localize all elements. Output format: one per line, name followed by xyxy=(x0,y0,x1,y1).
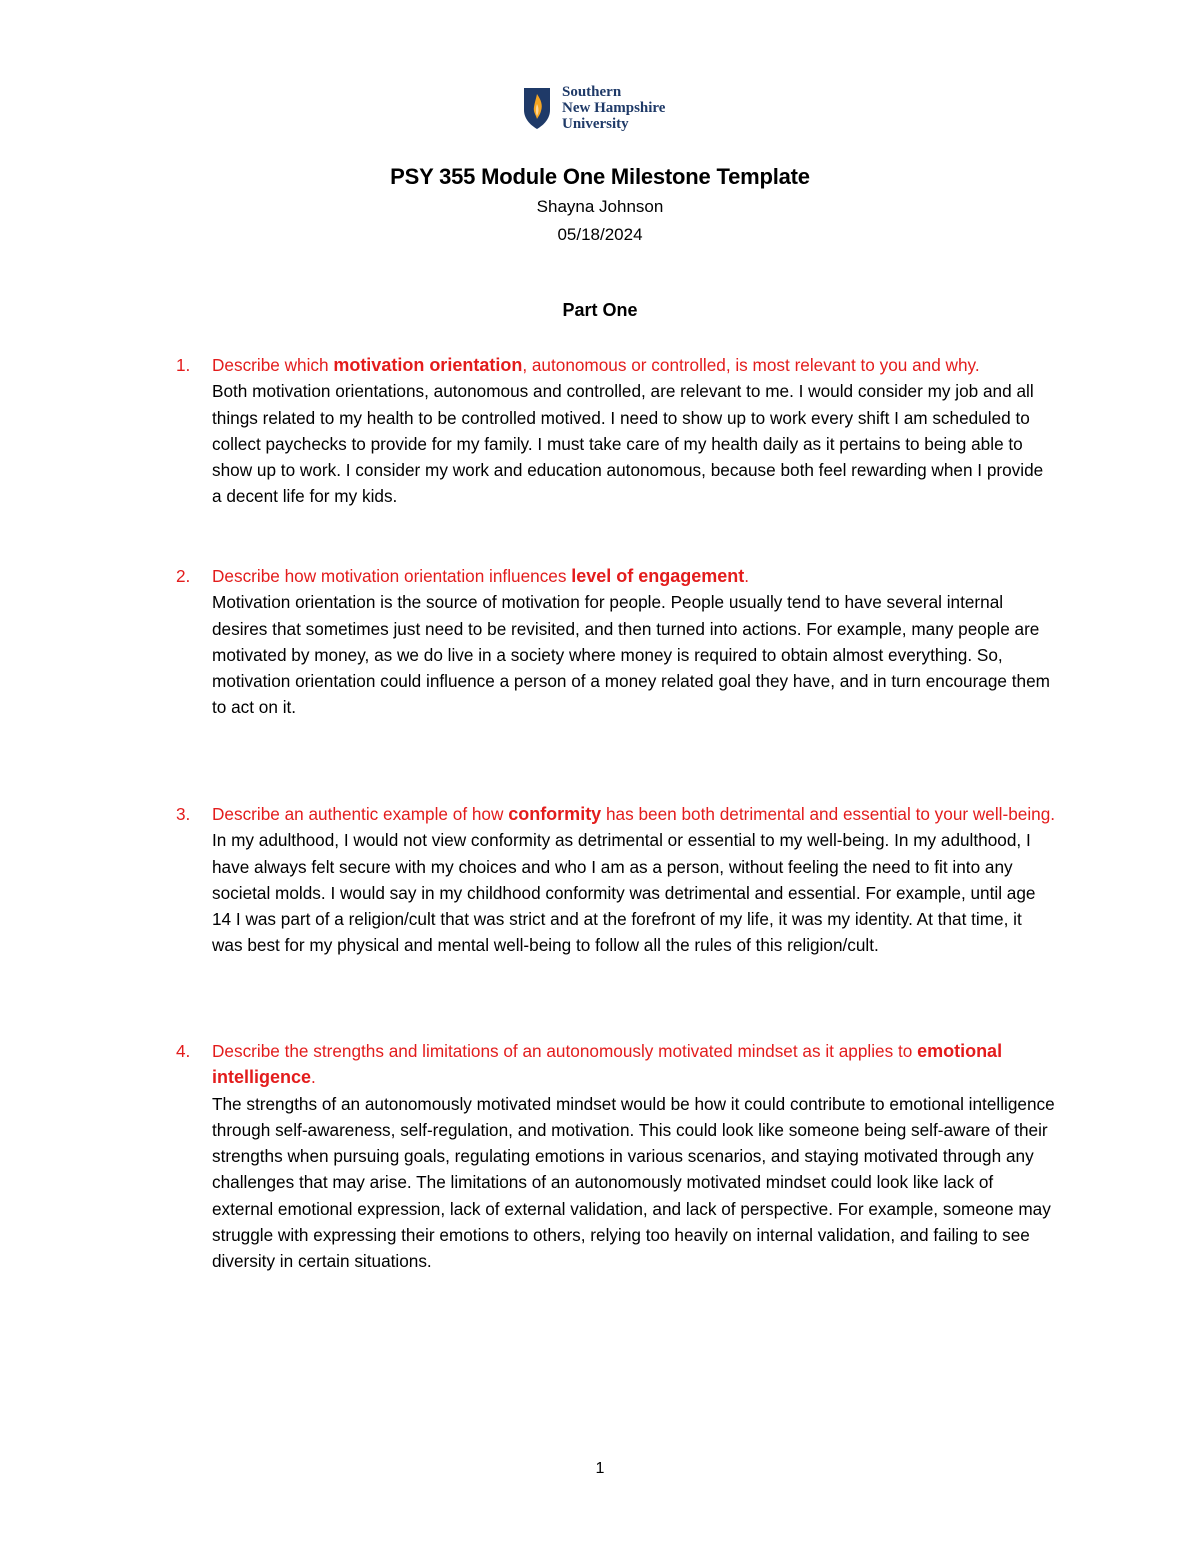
logo-line-2: New Hampshire xyxy=(562,100,666,116)
prompt-text: Describe how motivation orientation influences xyxy=(212,566,572,586)
question-item-3 xyxy=(176,801,1056,959)
answer-text: Motivation orientation is the source of motivation for people. People usually tend to have several internal desires that sometimes just need to be revisited, and then turned into actions. For example, many people are motivated by money, as we do live in a society where money is required to obtain almost everything. So, motivation orientation could influence a person of a money related goal they have, and in turn encourage them to act on it. xyxy=(212,592,1050,718)
author-name: Shayna Johnson xyxy=(536,197,664,216)
logo-wordmark xyxy=(562,84,665,132)
university-logo xyxy=(522,84,665,132)
section-heading: Part One xyxy=(562,300,638,320)
question-prompt xyxy=(212,801,1056,827)
question-item-2 xyxy=(176,563,1056,721)
question-prompt xyxy=(212,352,1056,378)
question-prompt xyxy=(212,563,1056,589)
question-number: 3. xyxy=(176,804,191,824)
prompt-text-end: , autonomous or controlled, is most relevant to you and why. xyxy=(522,355,980,375)
question-number: 2. xyxy=(176,566,191,586)
prompt-keyword: conformity xyxy=(508,804,602,824)
answer-text: The strengths of an autonomously motivated mindset would be how it could contribute to emotional intelligence through self-awareness, self-regulation, and motivation. This could look like someone being self-aware of their strengths when pursuing goals, regulating emotions in various scenarios, and staying motivated through any challenges that may arise. The limitations of an autonomously motivated mindset could look like lack of external emotional expression, lack of external validation, and lack of perspective. For example, someone may struggle with expressing their emotions to others, relying too heavily on internal validation, and failing to see diversity in certain situations. xyxy=(212,1093,1055,1272)
prompt-text-end: has been both detrimental and essential to your well-being. xyxy=(601,804,1056,824)
document-title: PSY 355 Module One Milestone Template xyxy=(390,164,810,189)
prompt-keyword: emotional intelligence xyxy=(212,1041,1003,1088)
prompt-text-end: . xyxy=(744,566,750,586)
prompt-text-end: . xyxy=(311,1067,316,1088)
logo-line-1: Southern xyxy=(562,84,622,100)
question-item-4 xyxy=(176,1038,1056,1275)
document-date: 05/18/2024 xyxy=(557,225,643,244)
prompt-text: Describe the strengths and limitations of an autonomously motivated mindset as it applies to xyxy=(212,1041,918,1061)
flame-shield-icon xyxy=(522,86,552,130)
prompt-text: Describe which xyxy=(212,355,334,375)
prompt-keyword: level of engagement xyxy=(571,566,745,586)
page-number: 1 xyxy=(595,1460,605,1477)
question-number: 1. xyxy=(176,355,191,375)
prompt-text: Describe an authentic example of how xyxy=(212,804,509,824)
answer-text: In my adulthood, I would not view conformity as detrimental or essential to my well-being. In my adulthood, I have always felt secure with my choices and who I am as a person, without feeling the need to fit into any societal molds. I would say in my childhood conformity was detrimental and essential. For example, until age 14 I was part of a religion/cult that was strict and at the forefront of my life, it was my identity. At that time, it was best for my physical and mental well-being to follow all the rules of this religion/cult. xyxy=(212,830,1036,956)
answer-text: Both motivation orientations, autonomous and controlled, are relevant to me. I would consider my job and all things related to my health to be controlled motived. I need to show up to work every shift I am scheduled to collect paychecks to provide for my family. I must take care of my health daily as it pertains to being able to show up to work. I consider my work and education autonomous, because both feel rewarding when I provide a decent life for my kids. xyxy=(212,381,1044,507)
question-prompt xyxy=(212,1038,1056,1091)
question-number: 4. xyxy=(176,1041,191,1061)
logo-line-3: University xyxy=(562,116,629,132)
prompt-keyword: motivation orientation xyxy=(333,355,523,375)
question-item-1 xyxy=(176,352,1056,510)
